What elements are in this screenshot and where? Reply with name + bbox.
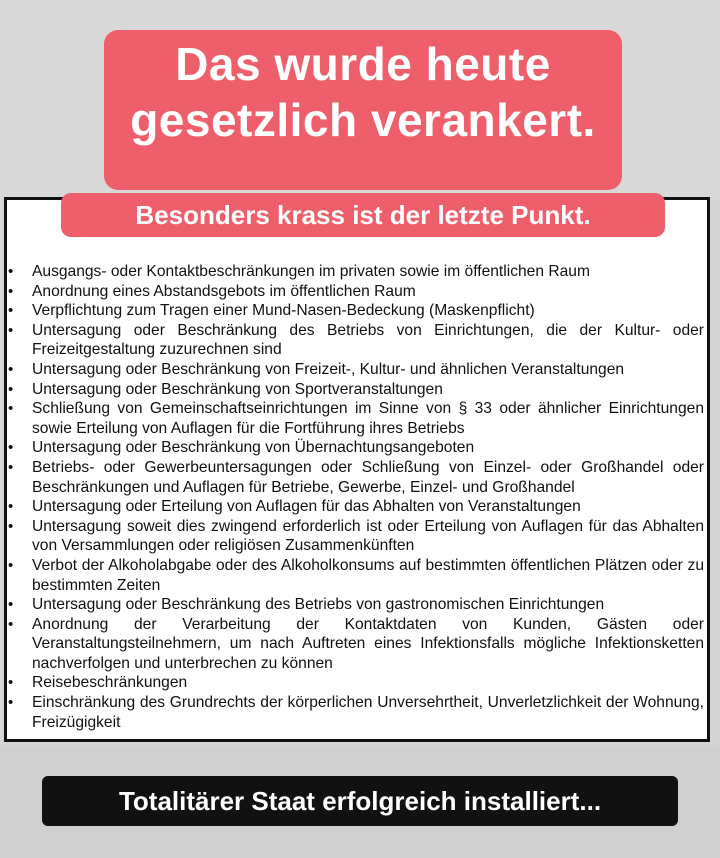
- list-item: • Reisebeschränkungen: [8, 673, 706, 693]
- list-item: • Anordnung der Verarbeitung der Kontaktdaten von Kunden, Gästen oder Veranstaltungsteilnehmern, um nach Auftreten eines Infektionsfalls mögliche Infektionsketten nachverfolgen und unterbrechen zu können: [8, 615, 706, 674]
- measures-list: [8, 262, 706, 732]
- list-item: • Einschränkung des Grundrechts der körperlichen Unversehrtheit, Unverletzlichkeit der Wohnung, Freizügigkeit: [8, 693, 706, 732]
- list-item: • Untersagung oder Beschränkung von Sportveranstaltungen: [8, 380, 706, 400]
- footer-caption: Totalitärer Staat erfolgreich installiert...: [118, 786, 602, 816]
- list-item: • Ausgangs- oder Kontaktbeschränkungen im privaten sowie im öffentlichen Raum: [8, 262, 706, 282]
- headline-line-1: Das wurde heute: [175, 38, 551, 90]
- list-item: • Verbot der Alkoholabgabe oder des Alkoholkonsums auf bestimmten öffentlichen Plätzen oder zu bestimmten Zeiten: [8, 556, 706, 595]
- headline: [104, 36, 622, 148]
- list-item: • Untersagung oder Beschränkung des Betriebs von gastronomischen Einrichtungen: [8, 595, 706, 615]
- headline-line-2: gesetzlich verankert.: [130, 94, 596, 146]
- list-item: • Untersagung oder Beschränkung von Übernachtungsangeboten: [8, 438, 706, 458]
- list-item: • Untersagung oder Beschränkung des Betriebs von Einrichtungen, die der Kultur- oder Freizeitgestaltung zuzurechnen sind: [8, 321, 706, 360]
- list-item: • Untersagung soweit dies zwingend erforderlich ist oder Erteilung von Auflagen für das Abhalten von Versammlungen oder religiösen Zusammenkünften: [8, 517, 706, 556]
- list-item: • Anordnung eines Abstandsgebots im öffentlichen Raum: [8, 282, 706, 302]
- list-item: • Untersagung oder Erteilung von Auflagen für das Abhalten von Veranstaltungen: [8, 497, 706, 517]
- list-item: • Betriebs- oder Gewerbeuntersagungen oder Schließung von Einzel- oder Großhandel oder Beschränkungen und Auflagen für Betriebe, Gewerbe, Einzel- und Großhandel: [8, 458, 706, 497]
- list-item: • Untersagung oder Beschränkung von Freizeit-, Kultur- und ähnlichen Veranstaltungen: [8, 360, 706, 380]
- list-item: • Verpflichtung zum Tragen einer Mund-Nasen-Bedeckung (Maskenpflicht): [8, 301, 706, 321]
- subheadline: Besonders krass ist der letzte Punkt.: [135, 200, 591, 230]
- list-item: • Schließung von Gemeinschaftseinrichtungen im Sinne von § 33 oder ähnlicher Einrichtungen sowie Erteilung von Auflagen für die Fortführung ihres Betriebs: [8, 399, 706, 438]
